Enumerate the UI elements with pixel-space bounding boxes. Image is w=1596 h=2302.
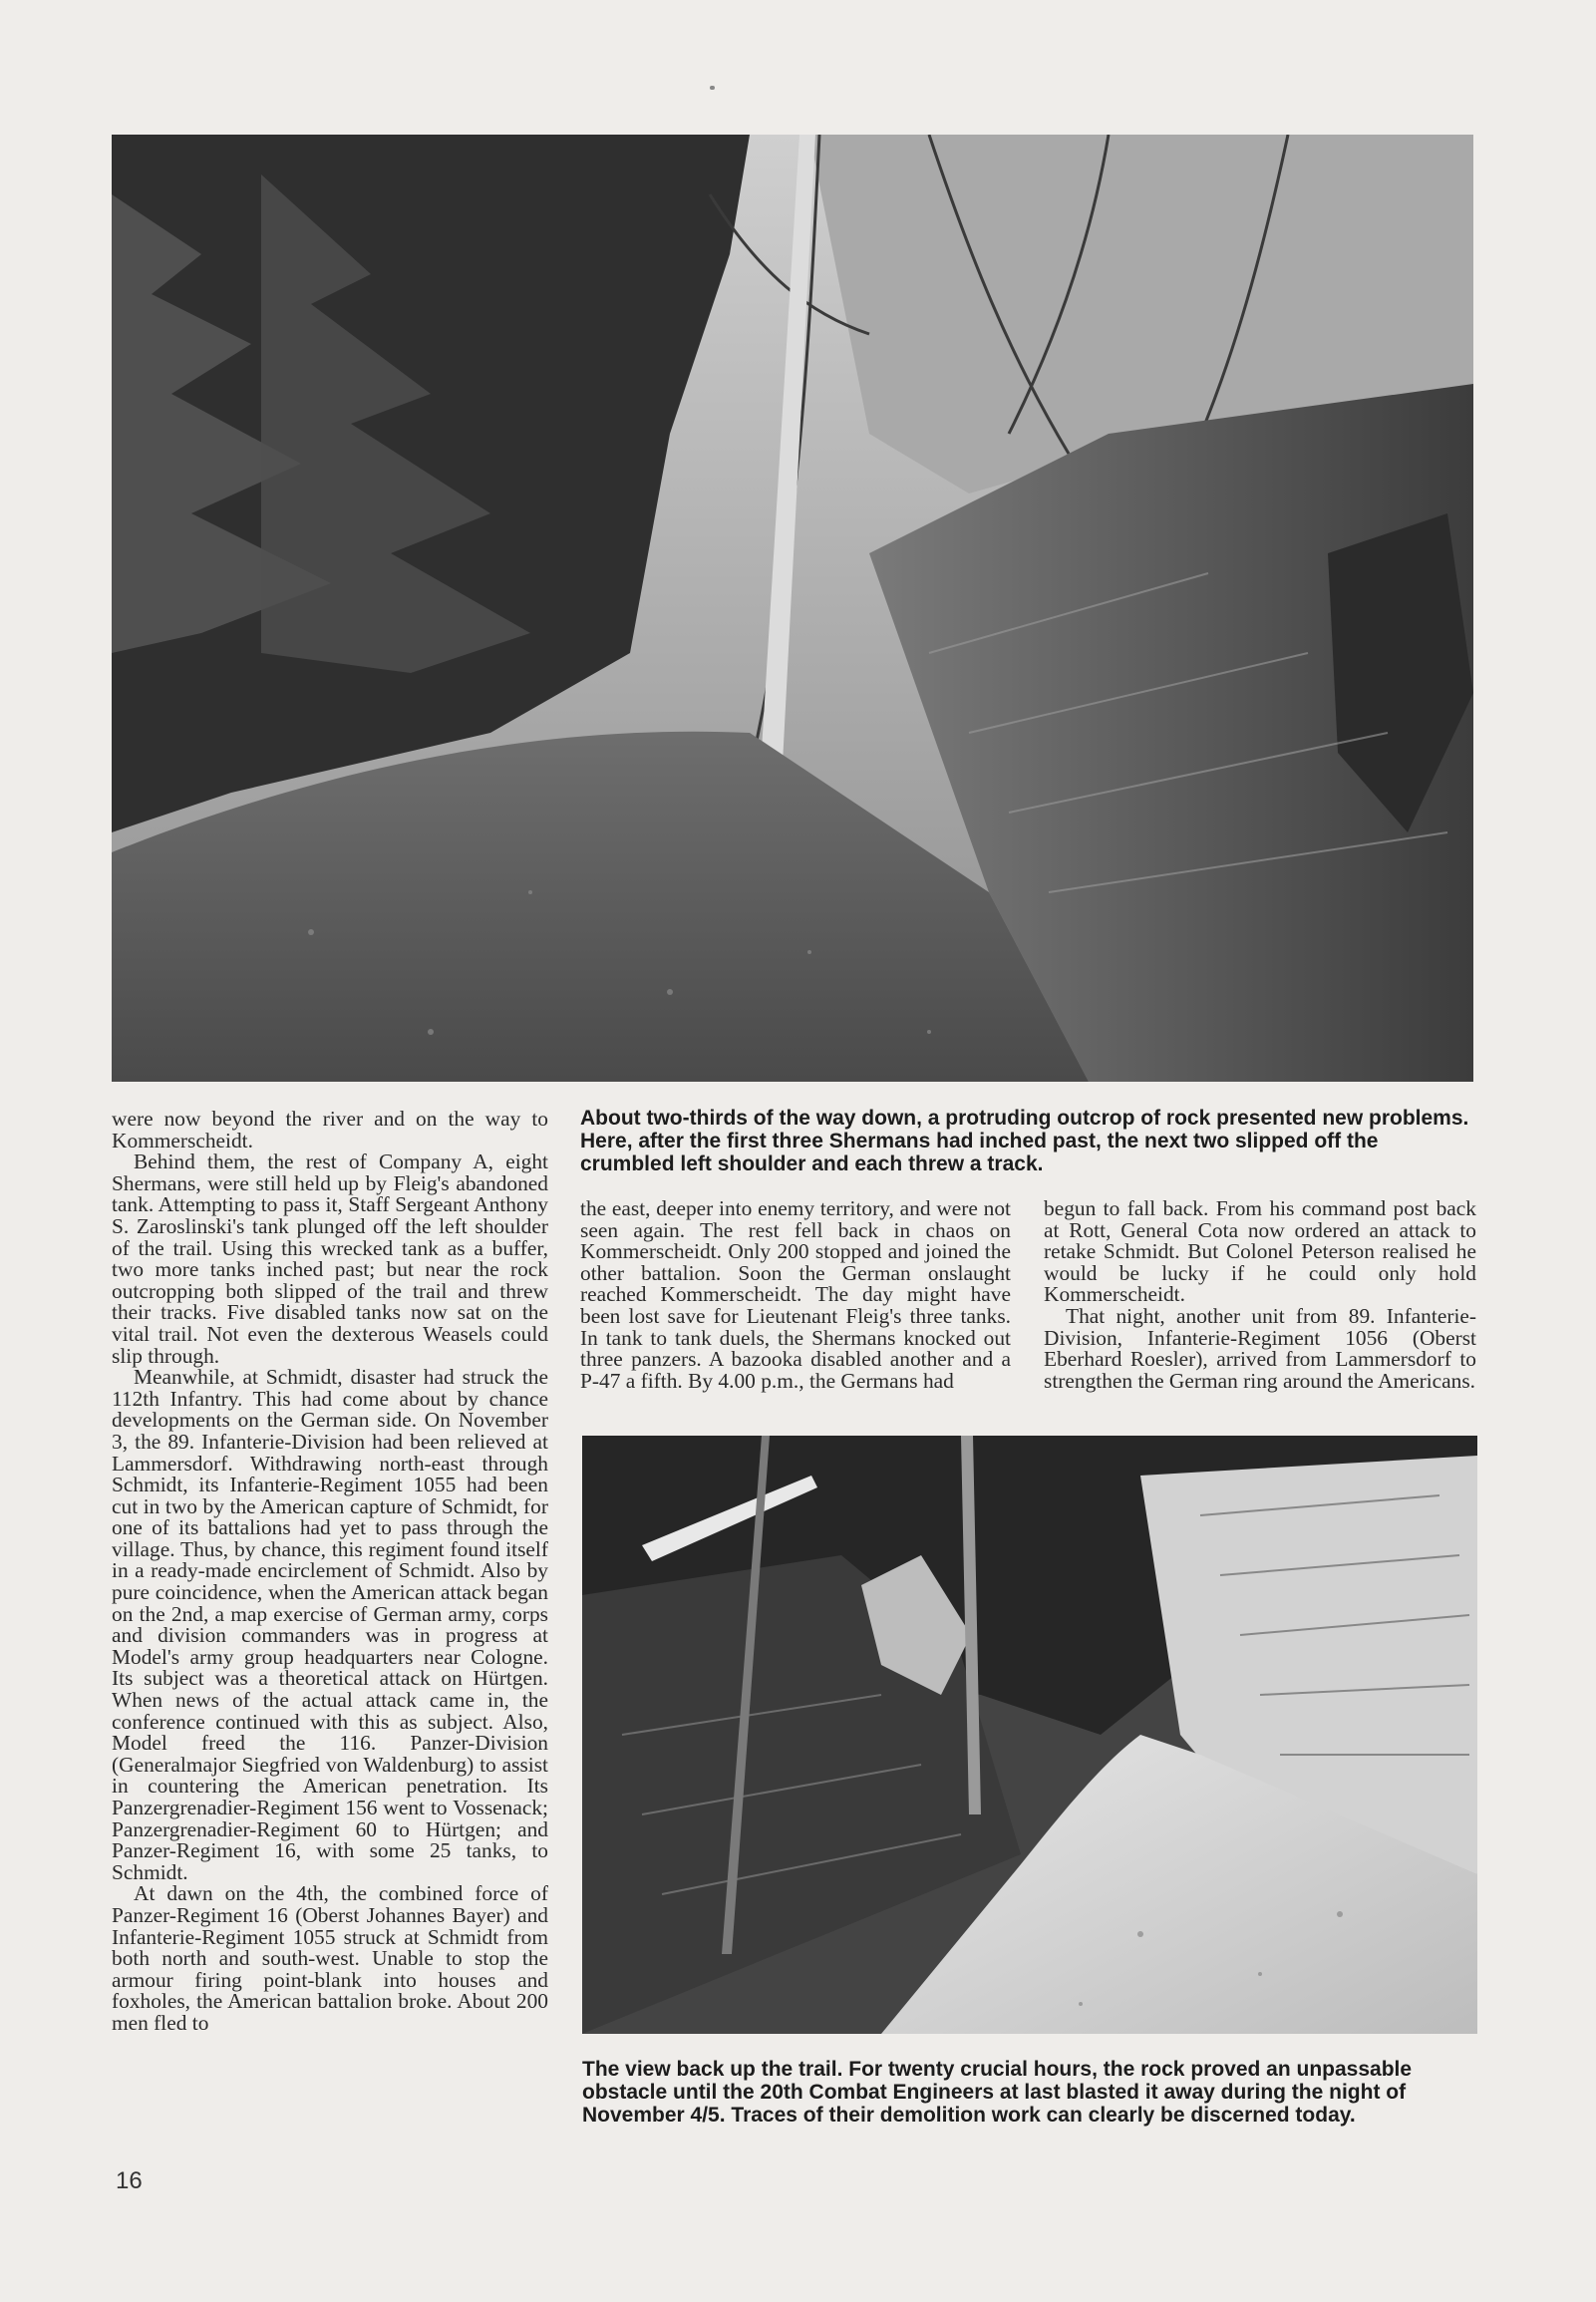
paragraph: begun to fall back. From his command post back at Rott, General Cota now ordered an attack to retake Schmidt. But Colonel Peterson realised he would be lucky if he could only hold Kommerscheidt. [1044,1196,1476,1307]
forest-trail-photo-icon [112,135,1473,1082]
photo-caption-bottom: The view back up the trail. For twenty crucial hours, the rock proved an unpassable obstacle until the 20th Combat Engineers at last blasted it away during the night of November 4/5. Traces of their demolition work can clearly be discerned today. [582,2058,1413,2127]
scan-speck [710,86,715,90]
article-column-1 [112,1109,548,2035]
trail-view-photo-icon [582,1436,1477,2034]
trail-view-photo [582,1436,1477,2034]
paragraph: Behind them, the rest of Company A, eight Shermans, were still held up by Fleig's abandoned tank. Attempting to pass it, Staff Sergeant Anthony S. Zaroslinski's tank plunged off the left shoulder of the trail. Using this wrecked tank as a buffer, two more tanks inched past; but near the rock outcropping both slipped of the trail and threw their tracks. Five disabled tanks now sat on the vital trail. Not even the dexterous Weasels could slip through. [112,1150,548,1368]
forest-trail-photo [112,135,1473,1082]
article-column-3 [1044,1198,1476,1392]
paragraph: were now beyond the river and on the way to Kommerscheidt. [112,1107,548,1152]
paragraph: At dawn on the 4th, the combined force of Panzer-Regiment 16 (Oberst Johannes Bayer) and Infanterie-Regiment 1055 struck at Schmidt from both north and south-west. Unable to stop the armour firing point-blank into houses and foxholes, the American battalion broke. About 200 men fled to [112,1881,548,2035]
page-number: 16 [116,2167,143,2194]
paragraph: That night, another unit from 89. Infanterie-Division, Infanterie-Regiment 1056 (Oberst Eberhard Roesler), arrived from Lammersdorf to strengthen the German ring around the Americans. [1044,1303,1476,1393]
paragraph: the east, deeper into enemy territory, and were not seen again. The rest fell back in chaos on Kommerscheidt. Only 200 stopped and joined the other battalion. Soon the German onslaught reached Kommerscheidt. The day might have been lost save for Lieutenant Fleig's three tanks. In tank to tank duels, the Shermans knocked out three panzers. A bazooka disabled another and a P-47 a fifth. By 4.00 p.m., the Germans had [580,1196,1011,1393]
photo-caption-top: About two-thirds of the way down, a protruding outcrop of rock presented new problems. Here, after the first three Shermans had inched past, the next two slipped off the crumbled left shoulder and each threw a track. [580,1107,1469,1175]
article-column-2 [580,1198,1011,1392]
paragraph: Meanwhile, at Schmidt, disaster had struck the 112th Infantry. This had come about by chance developments on the German side. On November 3, the 89. Infanterie-Division had been relieved at Lammersdorf. Withdrawing north-east through Schmidt, its Infanterie-Regiment 1055 had been cut in two by the American capture of Schmidt, for one of its battalions had yet to pass through the village. Thus, by chance, this regiment found itself in a ready-made encirclement of Schmidt. Also by pure coincidence, when the American attack began on the 2nd, a map exercise of German army, corps and division commanders was in progress at Model's army group headquarters near Cologne. Its subject was a theoretical attack on Hürtgen. When news of the actual attack came in, the conference continued with this as subject. Also, Model freed the 116. Panzer-Division (Generalmajor Siegfried von Waldenburg) to assist in countering the American penetration. Its Panzergrenadier-Regiment 156 went to Vossenack; Panzergrenadier-Regiment 60 to Hürtgen; and Panzer-Regiment 16, with some 25 tanks, to Schmidt. [112,1365,548,1884]
